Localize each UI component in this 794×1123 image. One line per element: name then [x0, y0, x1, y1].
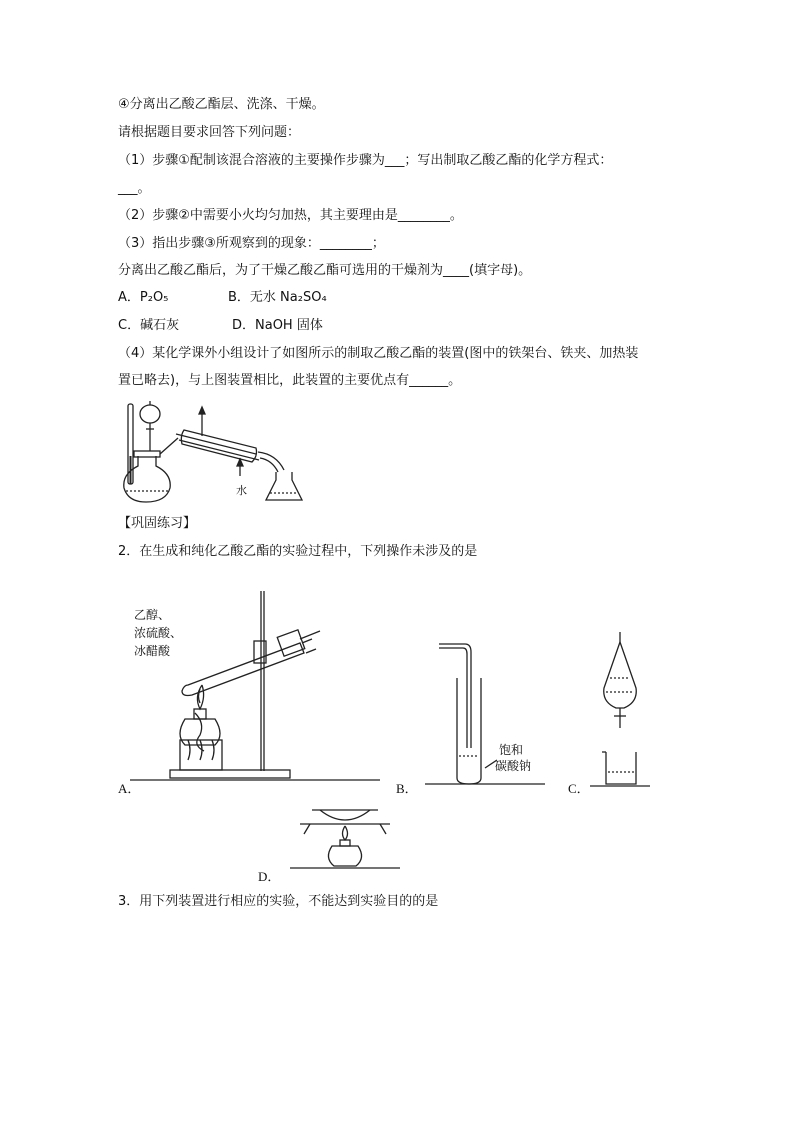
- step-4-text: ④分离出乙酸乙酯层、洗涤、干燥。: [118, 97, 325, 112]
- fig-b-label-1: 饱和: [499, 743, 524, 757]
- question-4-text: （4）某化学课外小组设计了如图所示的制取乙酸乙酯的装置(图中的铁架台、铁夹、加热装: [118, 346, 639, 361]
- fig-a-label-2: 浓硫酸、: [134, 626, 183, 640]
- option-a: A．P₂O₅: [118, 290, 169, 305]
- question-3-text: （3）指出步骤③所观察到的现象：________；: [118, 236, 385, 251]
- figure-b-test-tube: [425, 638, 545, 788]
- figure-d-option: D．: [258, 869, 281, 884]
- figure-c-option: C．: [568, 781, 590, 796]
- question-2-text: （2）步骤②中需要小火均匀加热，其主要理由是________。: [118, 208, 463, 223]
- figure-a-option: A．: [118, 781, 141, 796]
- question-1-blank: ___。: [118, 181, 151, 196]
- figure-a-heating: [130, 585, 380, 785]
- fig-a-label-1: 乙醇、: [134, 608, 171, 622]
- drying-agent-question: 分离出乙酸乙酯后，为了干燥乙酸乙酯可选用的干燥剂为____(填字母)。: [118, 263, 532, 278]
- ester-apparatus-figure: [116, 396, 316, 504]
- figure-c-separatory-funnel: [590, 628, 650, 790]
- fig-b-label-2: 碳酸钠: [495, 759, 532, 773]
- question-1-text: （1）步骤①配制该混合溶液的主要操作步骤为___；写出制取乙酸乙酯的化学方程式：: [118, 153, 613, 168]
- section-heading: 【巩固练习】: [118, 516, 197, 531]
- instruction-text: 请根据题目要求回答下列问题：: [118, 125, 301, 140]
- figure-d-evaporation: [290, 800, 400, 870]
- option-c: C．碱石灰: [118, 318, 180, 333]
- question-2-title: 2．在生成和纯化乙酸乙酯的实验过程中，下列操作未涉及的是: [118, 544, 478, 559]
- option-d: D．NaOH 固体: [232, 318, 323, 333]
- question-3-title: 3．用下列装置进行相应的实验，不能达到实验目的的是: [118, 894, 439, 909]
- fig-a-label-3: 冰醋酸: [134, 644, 171, 658]
- figure-b-option: B．: [396, 781, 418, 796]
- water-label: 水: [236, 484, 247, 497]
- question-4-text-cont: 置已略去)，与上图装置相比，此装置的主要优点有______。: [118, 373, 462, 388]
- option-b: B．无水 Na₂SO₄: [228, 290, 327, 305]
